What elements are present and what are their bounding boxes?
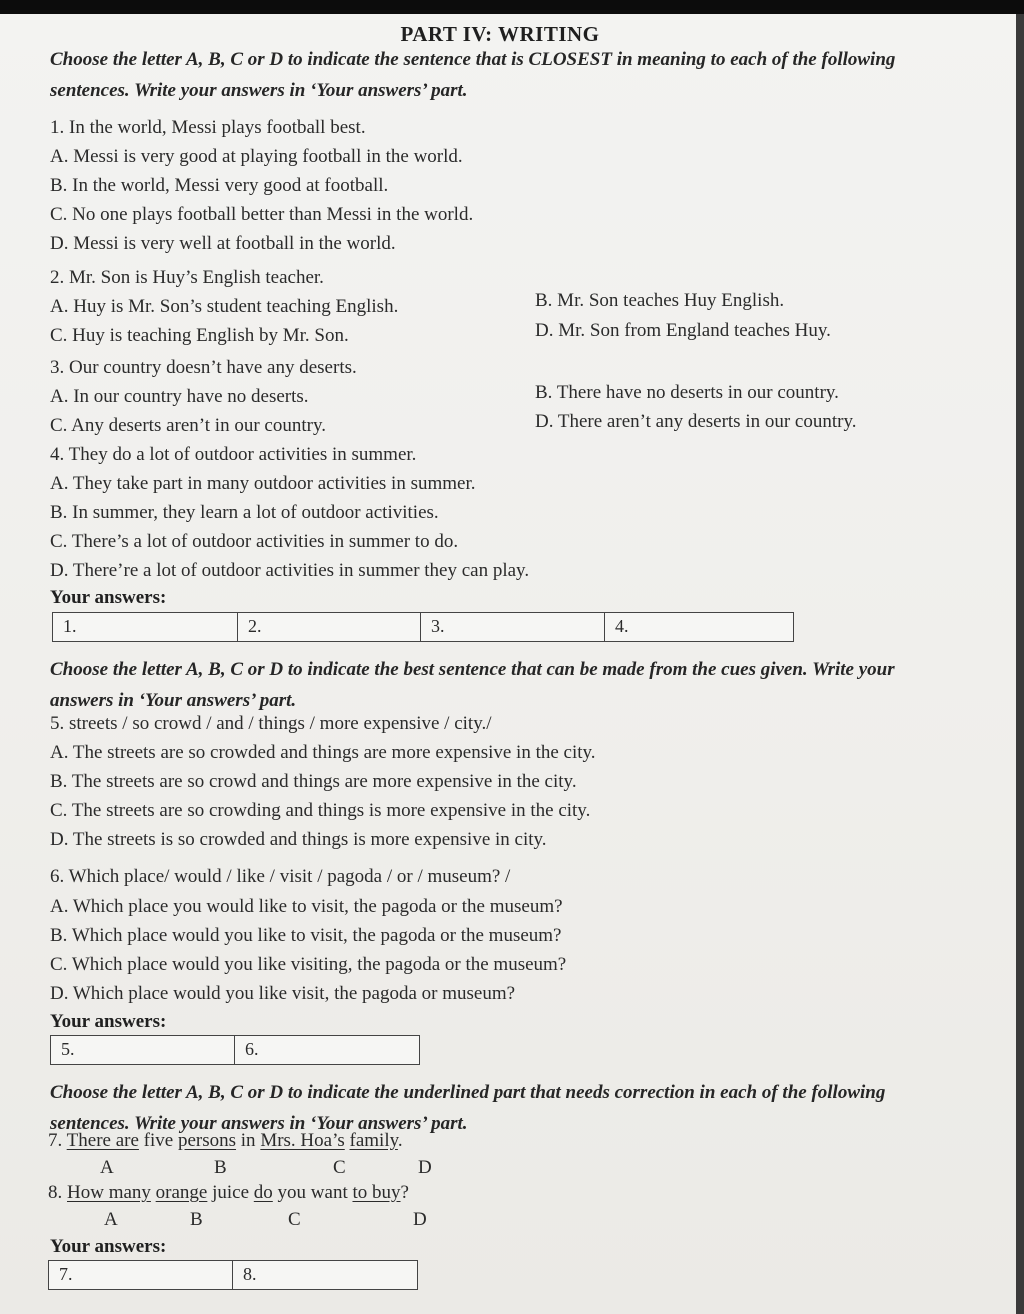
q2-option-b: B. Mr. Son teaches Huy English. — [535, 290, 785, 311]
section2-instruction: Choose the letter A, B, C or D to indicate the best sentence that can be made from the cues given. Write your answers in ‘Your answers’ part. — [50, 659, 895, 711]
q7-number: 7. — [48, 1130, 63, 1151]
q7-part-a: There are — [66, 1130, 139, 1151]
q4-option-b: B. In summer, they learn a lot of outdoor activities. — [50, 502, 439, 523]
q3-option-c: C. Any deserts aren’t in our country. — [50, 415, 326, 436]
answer-cell-8[interactable]: 8. — [243, 1264, 257, 1284]
q8-part-c: do — [253, 1182, 273, 1203]
section2-answers-label: Your answers: — [50, 1011, 167, 1032]
section2-answer-box — [50, 1035, 420, 1065]
q5-option-d: D. The streets is so crowded and things is more expensive in city. — [50, 829, 547, 850]
q5-option-a: A. The streets are so crowded and things are more expensive in the city. — [50, 742, 596, 763]
q7-part-c: Mrs. Hoa’s — [260, 1130, 345, 1151]
q1-option-a: A. Messi is very good at playing football in the world. — [50, 146, 463, 167]
q7-text-1: five — [138, 1130, 178, 1151]
q6-option-c: C. Which place would you like visiting, the pagoda or the museum? — [50, 954, 567, 975]
q7-sentence — [48, 1130, 403, 1152]
section3-answer-box — [48, 1260, 418, 1290]
top-frame-bar — [0, 0, 1024, 14]
q2-option-d: D. Mr. Son from England teaches Huy. — [535, 320, 831, 341]
section1-instruction: Choose the letter A, B, C or D to indicate the sentence that is CLOSEST in meaning to each of the following sentences. Write your answers in ‘Your answers’ part. — [50, 49, 896, 101]
q2-option-a: A. Huy is Mr. Son’s student teaching English. — [50, 296, 399, 317]
q7-letter-b: B — [214, 1157, 227, 1178]
q8-part-d: to buy — [352, 1182, 401, 1203]
q1-stem: 1. In the world, Messi plays football best. — [50, 117, 366, 138]
q3-option-d: D. There aren’t any deserts in our country. — [535, 411, 857, 432]
page-edge — [1016, 14, 1024, 1314]
answer-cell-5[interactable]: 5. — [51, 1036, 235, 1064]
q8-text-2: juice — [207, 1182, 254, 1203]
q7-letter-d: D — [418, 1157, 432, 1178]
q8-letter-c: C — [288, 1209, 301, 1230]
section3-instruction: Choose the letter A, B, C or D to indicate the underlined part that needs correction in each of the following sentences. Write your answers in ‘Your answers’ part. — [50, 1082, 886, 1134]
q1-option-b: B. In the world, Messi very good at football. — [50, 175, 389, 196]
q6-option-d: D. Which place would you like visit, the pagoda or museum? — [50, 983, 516, 1004]
q7-part-d: family — [349, 1130, 398, 1151]
answer-cell-2[interactable]: 2. — [238, 613, 421, 641]
section3-answers-label: Your answers: — [50, 1236, 167, 1257]
q8-number: 8. — [48, 1182, 63, 1203]
q3-stem: 3. Our country doesn’t have any deserts. — [50, 357, 357, 378]
answer-cell-7[interactable]: 7. — [49, 1261, 233, 1289]
section1-answers-label: Your answers: — [50, 587, 167, 608]
q8-part-b: orange — [155, 1182, 208, 1203]
section1-answer-box — [52, 612, 794, 642]
q5-stem: 5. streets / so crowd / and / things / more expensive / city./ — [50, 713, 492, 734]
q4-option-c: C. There’s a lot of outdoor activities in summer to do. — [50, 531, 459, 552]
answer-cell-6[interactable]: 6. — [245, 1039, 259, 1059]
q3-option-b: B. There have no deserts in our country. — [535, 382, 839, 403]
q5-option-c: C. The streets are so crowding and things is more expensive in the city. — [50, 800, 591, 821]
q6-stem: 6. Which place/ would / like / visit / pagoda / or / museum? / — [50, 866, 511, 887]
answer-cell-1[interactable]: 1. — [53, 613, 238, 641]
q7-letter-a: A — [100, 1157, 114, 1178]
q8-letter-b: B — [190, 1209, 203, 1230]
q4-option-d: D. There’re a lot of outdoor activities in summer they can play. — [50, 560, 530, 581]
q8-part-a: How many — [67, 1182, 151, 1203]
q8-letter-a: A — [104, 1209, 118, 1230]
q8-sentence — [48, 1182, 409, 1204]
q4-stem: 4. They do a lot of outdoor activities in summer. — [50, 444, 417, 465]
answer-cell-3[interactable]: 3. — [421, 613, 605, 641]
q5-option-b: B. The streets are so crowd and things are more expensive in the city. — [50, 771, 577, 792]
q6-option-b: B. Which place would you like to visit, the pagoda or the museum? — [50, 925, 562, 946]
q2-stem: 2. Mr. Son is Huy’s English teacher. — [50, 267, 324, 288]
q6-option-a: A. Which place you would like to visit, the pagoda or the museum? — [50, 896, 563, 917]
q4-option-a: A. They take part in many outdoor activities in summer. — [50, 473, 476, 494]
q3-option-a: A. In our country have no deserts. — [50, 386, 309, 407]
answer-cell-4[interactable]: 4. — [615, 616, 629, 636]
q7-part-b: persons — [177, 1130, 237, 1151]
q7-letter-c: C — [333, 1157, 346, 1178]
q8-text-4: ? — [400, 1182, 409, 1203]
q7-text-2: in — [236, 1130, 261, 1151]
page-title: PART IV: WRITING — [400, 22, 600, 46]
q1-option-d: D. Messi is very well at football in the world. — [50, 233, 396, 254]
q8-text-3: you want — [272, 1182, 353, 1203]
q7-text-4: . — [397, 1130, 403, 1151]
q8-letter-d: D — [413, 1209, 427, 1230]
q1-option-c: C. No one plays football better than Messi in the world. — [50, 204, 474, 225]
q2-option-c: C. Huy is teaching English by Mr. Son. — [50, 325, 349, 346]
